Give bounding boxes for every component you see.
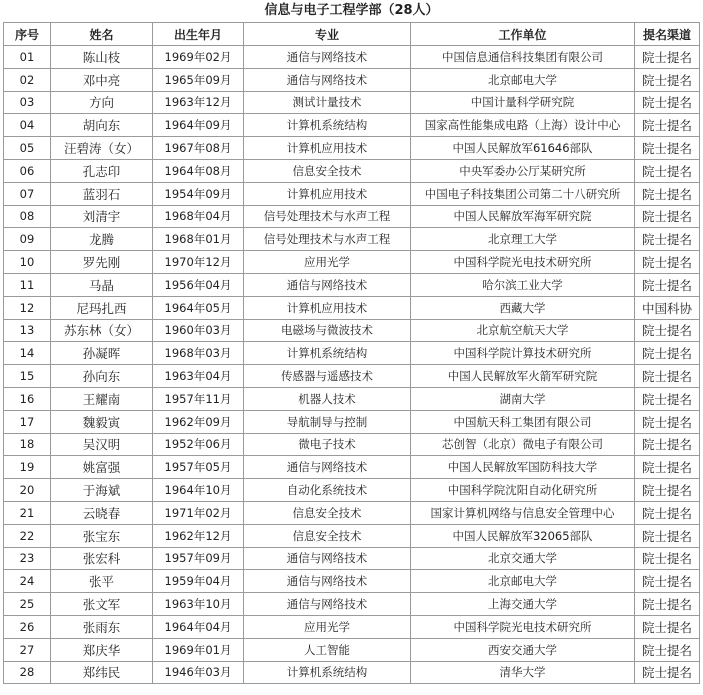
cell-channel: 院士提名: [635, 387, 700, 410]
cell-employer: 哈尔滨工业大学: [411, 273, 635, 296]
cell-specialty: 信号处理技术与水声工程: [244, 205, 411, 228]
cell-name: 魏毅寅: [51, 410, 153, 433]
cell-name: 姚富强: [51, 456, 153, 479]
cell-index: 23: [4, 547, 51, 570]
cell-name: 孔志印: [51, 159, 153, 182]
cell-index: 08: [4, 205, 51, 228]
cell-specialty: 电磁场与微波技术: [244, 319, 411, 342]
cell-name: 邓中亮: [51, 68, 153, 91]
header-row: [4, 23, 700, 46]
cell-specialty: 通信与网络技术: [244, 593, 411, 616]
cell-channel: 院士提名: [635, 46, 700, 69]
cell-specialty: 信息安全技术: [244, 501, 411, 524]
cell-index: 16: [4, 387, 51, 410]
table-row: [4, 547, 700, 570]
cell-birth: 1968年03月: [153, 342, 244, 365]
cell-channel: 院士提名: [635, 91, 700, 114]
table-row: [4, 593, 700, 616]
cell-birth: 1963年04月: [153, 365, 244, 388]
cell-index: 18: [4, 433, 51, 456]
table-row: [4, 456, 700, 479]
table-row: [4, 410, 700, 433]
cell-name: 于海斌: [51, 479, 153, 502]
cell-channel: 院士提名: [635, 638, 700, 661]
cell-employer: 中国人民解放军国防科技大学: [411, 456, 635, 479]
cell-name: 苏东林（女）: [51, 319, 153, 342]
cell-birth: 1970年12月: [153, 251, 244, 274]
cell-birth: 1964年08月: [153, 159, 244, 182]
cell-employer: 芯创智（北京）微电子有限公司: [411, 433, 635, 456]
cell-employer: 中国电子科技集团公司第二十八研究所: [411, 182, 635, 205]
cell-index: 05: [4, 137, 51, 160]
table-title: 信息与电子工程学部（28人）: [264, 3, 439, 18]
table-row: [4, 251, 700, 274]
cell-channel: 院士提名: [635, 456, 700, 479]
cell-name: 张宝东: [51, 524, 153, 547]
table-row: [4, 661, 700, 684]
cell-channel: 院士提名: [635, 615, 700, 638]
cell-index: 25: [4, 593, 51, 616]
cell-birth: 1954年09月: [153, 182, 244, 205]
cell-employer: 中央军委办公厅某研究所: [411, 159, 635, 182]
cell-name: 蓝羽石: [51, 182, 153, 205]
cell-employer: 中国科学院沈阳自动化研究所: [411, 479, 635, 502]
cell-channel: 院士提名: [635, 228, 700, 251]
cell-specialty: 计算机系统结构: [244, 342, 411, 365]
table-row: [4, 570, 700, 593]
cell-specialty: 测试计量技术: [244, 91, 411, 114]
cell-channel: 院士提名: [635, 433, 700, 456]
cell-name: 尼玛扎西: [51, 296, 153, 319]
table-row: [4, 365, 700, 388]
cell-channel: 中国科协: [635, 296, 700, 319]
cell-name: 方向: [51, 91, 153, 114]
cell-channel: 院士提名: [635, 661, 700, 684]
cell-name: 郑纬民: [51, 661, 153, 684]
cell-index: 15: [4, 365, 51, 388]
cell-specialty: 通信与网络技术: [244, 547, 411, 570]
cell-name: 刘清宇: [51, 205, 153, 228]
cell-index: 09: [4, 228, 51, 251]
cell-birth: 1957年11月: [153, 387, 244, 410]
cell-name: 孙向东: [51, 365, 153, 388]
cell-specialty: 通信与网络技术: [244, 46, 411, 69]
cell-name: 龙腾: [51, 228, 153, 251]
cell-birth: 1946年03月: [153, 661, 244, 684]
cell-index: 11: [4, 273, 51, 296]
cell-birth: 1956年04月: [153, 273, 244, 296]
cell-specialty: 信息安全技术: [244, 159, 411, 182]
table-row: [4, 615, 700, 638]
cell-birth: 1969年01月: [153, 638, 244, 661]
table-row: [4, 114, 700, 137]
table-row: [4, 182, 700, 205]
cell-birth: 1959年04月: [153, 570, 244, 593]
cell-specialty: 计算机应用技术: [244, 182, 411, 205]
cell-employer: 国家高性能集成电路（上海）设计中心: [411, 114, 635, 137]
candidate-table: [3, 22, 700, 684]
cell-name: 孙凝晖: [51, 342, 153, 365]
cell-employer: 西藏大学: [411, 296, 635, 319]
cell-index: 21: [4, 501, 51, 524]
cell-specialty: 通信与网络技术: [244, 570, 411, 593]
cell-employer: 中国计量科学研究院: [411, 91, 635, 114]
cell-birth: 1962年12月: [153, 524, 244, 547]
cell-channel: 院士提名: [635, 114, 700, 137]
cell-employer: 中国人民解放军32065部队: [411, 524, 635, 547]
cell-channel: 院士提名: [635, 547, 700, 570]
cell-birth: 1964年04月: [153, 615, 244, 638]
cell-birth: 1965年09月: [153, 68, 244, 91]
cell-index: 26: [4, 615, 51, 638]
header-specialty: 专业: [244, 23, 411, 46]
cell-employer: 中国科学院光电技术研究所: [411, 251, 635, 274]
table-row: [4, 137, 700, 160]
cell-index: 22: [4, 524, 51, 547]
header-name: 姓名: [51, 23, 153, 46]
cell-birth: 1964年10月: [153, 479, 244, 502]
cell-employer: 北京交通大学: [411, 547, 635, 570]
header-index: 序号: [4, 23, 51, 46]
cell-specialty: 通信与网络技术: [244, 68, 411, 91]
cell-birth: 1963年12月: [153, 91, 244, 114]
cell-channel: 院士提名: [635, 137, 700, 160]
cell-index: 12: [4, 296, 51, 319]
cell-index: 17: [4, 410, 51, 433]
header-employer: 工作单位: [411, 23, 635, 46]
cell-birth: 1971年02月: [153, 501, 244, 524]
cell-name: 罗先刚: [51, 251, 153, 274]
cell-employer: 中国科学院光电技术研究所: [411, 615, 635, 638]
cell-name: 吴汉明: [51, 433, 153, 456]
cell-name: 云晓春: [51, 501, 153, 524]
cell-name: 汪碧涛（女）: [51, 137, 153, 160]
cell-specialty: 计算机应用技术: [244, 296, 411, 319]
cell-specialty: 导航制导与控制: [244, 410, 411, 433]
cell-index: 19: [4, 456, 51, 479]
table-row: [4, 342, 700, 365]
cell-birth: 1957年05月: [153, 456, 244, 479]
cell-name: 张文军: [51, 593, 153, 616]
cell-employer: 国家计算机网络与信息安全管理中心: [411, 501, 635, 524]
cell-index: 04: [4, 114, 51, 137]
table-row: [4, 501, 700, 524]
cell-specialty: 信息安全技术: [244, 524, 411, 547]
cell-index: 14: [4, 342, 51, 365]
cell-channel: 院士提名: [635, 251, 700, 274]
table-row: [4, 524, 700, 547]
cell-index: 10: [4, 251, 51, 274]
cell-channel: 院士提名: [635, 273, 700, 296]
cell-employer: 西安交通大学: [411, 638, 635, 661]
cell-specialty: 计算机应用技术: [244, 137, 411, 160]
cell-birth: 1968年04月: [153, 205, 244, 228]
cell-employer: 湖南大学: [411, 387, 635, 410]
table-row: [4, 68, 700, 91]
table-row: [4, 91, 700, 114]
cell-specialty: 应用光学: [244, 251, 411, 274]
cell-index: 06: [4, 159, 51, 182]
cell-specialty: 应用光学: [244, 615, 411, 638]
header-birth: 出生年月: [153, 23, 244, 46]
cell-birth: 1967年08月: [153, 137, 244, 160]
cell-specialty: 通信与网络技术: [244, 456, 411, 479]
cell-channel: 院士提名: [635, 365, 700, 388]
cell-name: 陈山枝: [51, 46, 153, 69]
cell-specialty: 人工智能: [244, 638, 411, 661]
cell-employer: 中国科学院计算技术研究所: [411, 342, 635, 365]
table-row: [4, 205, 700, 228]
cell-specialty: 通信与网络技术: [244, 273, 411, 296]
cell-name: 胡向东: [51, 114, 153, 137]
cell-employer: 中国人民解放军61646部队: [411, 137, 635, 160]
cell-employer: 中国人民解放军海军研究院: [411, 205, 635, 228]
cell-employer: 北京邮电大学: [411, 570, 635, 593]
cell-index: 07: [4, 182, 51, 205]
cell-channel: 院士提名: [635, 68, 700, 91]
cell-employer: 北京邮电大学: [411, 68, 635, 91]
cell-birth: 1952年06月: [153, 433, 244, 456]
cell-channel: 院士提名: [635, 159, 700, 182]
cell-birth: 1960年03月: [153, 319, 244, 342]
cell-name: 张雨东: [51, 615, 153, 638]
cell-birth: 1969年02月: [153, 46, 244, 69]
cell-birth: 1964年09月: [153, 114, 244, 137]
cell-index: 03: [4, 91, 51, 114]
table-row: [4, 296, 700, 319]
cell-specialty: 自动化系统技术: [244, 479, 411, 502]
cell-birth: 1964年05月: [153, 296, 244, 319]
cell-channel: 院士提名: [635, 501, 700, 524]
cell-employer: 中国信息通信科技集团有限公司: [411, 46, 635, 69]
cell-channel: 院士提名: [635, 182, 700, 205]
cell-index: 01: [4, 46, 51, 69]
cell-specialty: 信号处理技术与水声工程: [244, 228, 411, 251]
cell-name: 马晶: [51, 273, 153, 296]
cell-specialty: 计算机系统结构: [244, 661, 411, 684]
cell-index: 20: [4, 479, 51, 502]
cell-employer: 北京理工大学: [411, 228, 635, 251]
cell-index: 28: [4, 661, 51, 684]
cell-channel: 院士提名: [635, 570, 700, 593]
cell-specialty: 传感器与遥感技术: [244, 365, 411, 388]
table-row: [4, 319, 700, 342]
cell-employer: 中国人民解放军火箭军研究院: [411, 365, 635, 388]
cell-birth: 1962年09月: [153, 410, 244, 433]
cell-index: 02: [4, 68, 51, 91]
cell-employer: 北京航空航天大学: [411, 319, 635, 342]
cell-channel: 院士提名: [635, 593, 700, 616]
table-row: [4, 387, 700, 410]
table-row: [4, 479, 700, 502]
table-row: [4, 273, 700, 296]
cell-name: 郑庆华: [51, 638, 153, 661]
cell-name: 张平: [51, 570, 153, 593]
cell-channel: 院士提名: [635, 205, 700, 228]
table-row: [4, 638, 700, 661]
table-row: [4, 159, 700, 182]
cell-channel: 院士提名: [635, 524, 700, 547]
header-channel: 提名渠道: [635, 23, 700, 46]
cell-birth: 1957年09月: [153, 547, 244, 570]
table-row: [4, 433, 700, 456]
cell-birth: 1968年01月: [153, 228, 244, 251]
cell-channel: 院士提名: [635, 410, 700, 433]
cell-channel: 院士提名: [635, 319, 700, 342]
cell-channel: 院士提名: [635, 342, 700, 365]
cell-name: 王耀南: [51, 387, 153, 410]
table-row: [4, 228, 700, 251]
cell-employer: 清华大学: [411, 661, 635, 684]
table-row: [4, 46, 700, 69]
cell-name: 张宏科: [51, 547, 153, 570]
cell-specialty: 微电子技术: [244, 433, 411, 456]
cell-channel: 院士提名: [635, 479, 700, 502]
cell-index: 27: [4, 638, 51, 661]
cell-index: 24: [4, 570, 51, 593]
cell-specialty: 机器人技术: [244, 387, 411, 410]
cell-specialty: 计算机系统结构: [244, 114, 411, 137]
cell-employer: 中国航天科工集团有限公司: [411, 410, 635, 433]
cell-index: 13: [4, 319, 51, 342]
cell-birth: 1963年10月: [153, 593, 244, 616]
cell-employer: 上海交通大学: [411, 593, 635, 616]
